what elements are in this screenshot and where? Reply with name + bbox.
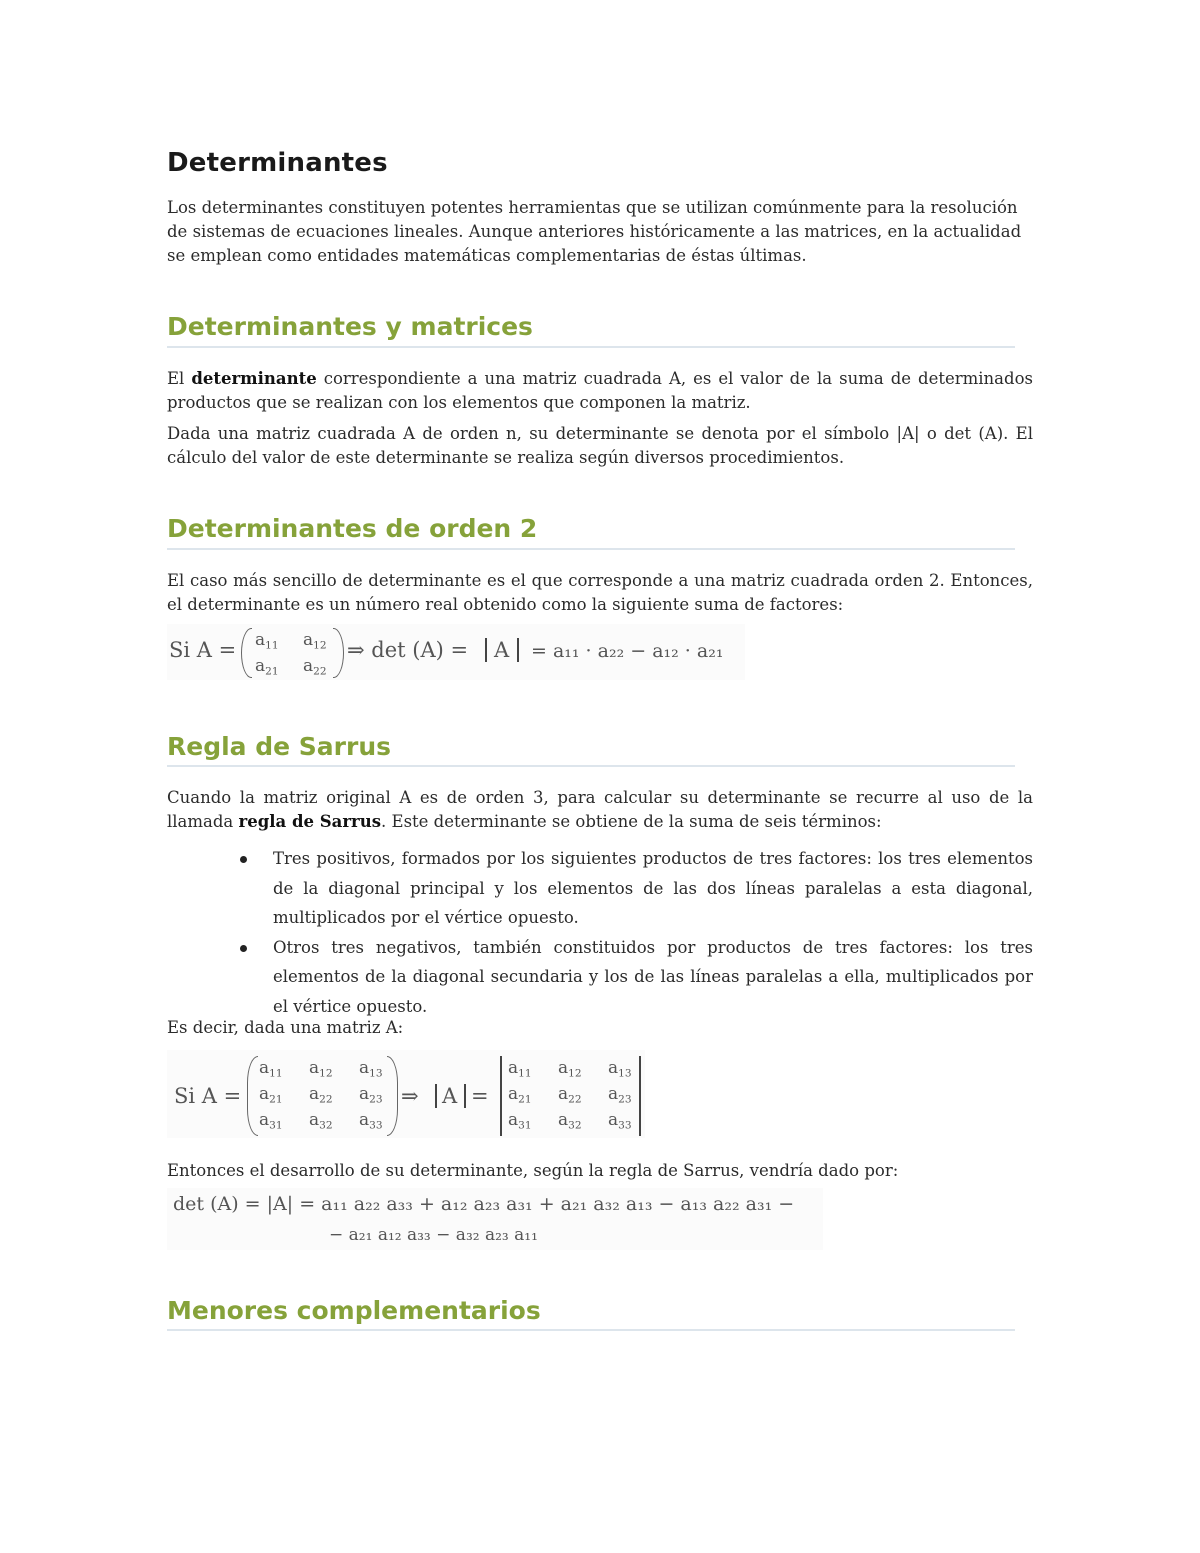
cell-subscript: 33 <box>618 1119 632 1132</box>
cell-subscript: 13 <box>369 1067 383 1080</box>
section-heading-matrices: Determinantes y matrices <box>167 312 533 341</box>
formula-rhs: = a₁₁ · a₂₂ − a₁₂ · a₂₁ <box>531 640 724 662</box>
intro-paragraph: Los determinantes constituyen potentes herramientas que se utilizan comúnmente para la resolución de sistemas de ecuaciones lineales. Aunque anteriores históricamente a las matrices, en la actualidad se emplean como entidades matemáticas complementarias de éstas últimas. <box>167 198 1022 265</box>
cell-letter: a <box>309 1084 320 1104</box>
abs-bar <box>517 638 519 662</box>
list-item <box>167 933 1033 1022</box>
paragraph-orden2: El caso más sencillo de determinante es el que corresponde a una matriz cuadrada orden 2. Entonces, el determinante es un número real obtenido como la siguiente suma de factores: <box>167 571 1033 614</box>
matrix-cell <box>508 1084 532 1106</box>
cell-letter: a <box>309 1058 320 1078</box>
bullet-list <box>167 844 1033 1021</box>
determinant-bar <box>639 1056 641 1136</box>
cell-subscript: 33 <box>369 1119 383 1132</box>
matrix-cell <box>255 656 279 678</box>
cell-letter: a <box>303 656 314 676</box>
page-title: Determinantes <box>167 148 388 178</box>
matrix-cell <box>259 1084 283 1106</box>
list-item-text: Otros tres negativos, también constituidos por productos de tres factores: los tres elementos de la diagonal secundaria y los de las líneas paralelas a ella, multiplicados por el vértice opuesto. <box>273 937 1033 1016</box>
cell-subscript: 23 <box>618 1093 632 1106</box>
cell-subscript: 12 <box>568 1067 582 1080</box>
cell-letter: a <box>508 1058 519 1078</box>
formula-abs-A: A <box>494 638 510 662</box>
cell-subscript: 13 <box>618 1067 632 1080</box>
cell-subscript: 11 <box>518 1067 532 1080</box>
cell-subscript: 31 <box>518 1119 532 1132</box>
paragraph-determinante-def <box>167 367 1033 415</box>
matrix-cell <box>508 1058 532 1080</box>
right-paren <box>333 628 344 678</box>
cell-subscript: 12 <box>319 1067 333 1080</box>
cell-subscript: 21 <box>269 1093 283 1106</box>
cell-subscript: 31 <box>269 1119 283 1132</box>
matrix-cell <box>303 630 327 652</box>
matrix-cell <box>508 1110 532 1132</box>
cell-subscript: 21 <box>265 665 279 678</box>
cell-letter: a <box>259 1084 270 1104</box>
section-rule <box>167 1329 1015 1331</box>
cell-letter: a <box>508 1110 519 1130</box>
formula-matrix3 <box>167 1050 645 1138</box>
cell-subscript: 11 <box>269 1067 283 1080</box>
text-run: El <box>167 369 192 388</box>
cell-letter: a <box>359 1110 370 1130</box>
cell-subscript: 12 <box>313 639 327 652</box>
cell-letter: a <box>558 1110 569 1130</box>
formula-abs-A: A <box>442 1084 458 1108</box>
matrix-cell <box>359 1058 383 1080</box>
left-paren <box>241 628 252 678</box>
formula-sarrus-expansion <box>167 1188 823 1250</box>
list-item <box>167 844 1033 933</box>
cell-subscript: 32 <box>319 1119 333 1132</box>
matrix-cell <box>309 1110 333 1132</box>
formula-orden2 <box>167 624 745 680</box>
abs-bar <box>464 1084 466 1108</box>
matrix-cell <box>558 1110 582 1132</box>
matrix-cell <box>309 1058 333 1080</box>
list-item-text: Tres positivos, formados por los siguientes productos de tres factores: los tres elementos de la diagonal principal y los elementos de las dos líneas paralelas a esta diagonal, multiplicados por el vértice opuesto. <box>273 849 1033 927</box>
section-heading-menores: Menores complementarios <box>167 1296 541 1325</box>
text-run: Cuando la matriz original A es de orden 3, para calcular su determinante se recurre al uso de la llamada <box>167 788 1033 831</box>
right-paren <box>387 1056 398 1136</box>
cell-letter: a <box>558 1058 569 1078</box>
matrix-cell <box>255 630 279 652</box>
text-run: . Este determinante se obtiene de la suma de seis términos: <box>381 812 882 831</box>
cell-letter: a <box>309 1110 320 1130</box>
paragraph-notation: Dada una matriz cuadrada A de orden n, su determinante se denota por el símbolo |A| o det (A). El cálculo del valor de este determinante se realiza según diversos procedimientos. <box>167 424 1033 467</box>
matrix-cell <box>359 1110 383 1132</box>
formula-implies: ⇒ det (A) = <box>347 638 469 662</box>
left-paren <box>247 1056 258 1136</box>
text-run: correspondiente a una matriz cuadrada A, es el valor de la suma de determinados productos que se realizan con los elementos que componen la matriz. <box>167 369 1033 412</box>
cell-letter: a <box>558 1084 569 1104</box>
abs-bar <box>435 1084 437 1108</box>
cell-subscript: 23 <box>369 1093 383 1106</box>
matrix-cell <box>359 1084 383 1106</box>
cell-subscript: 22 <box>319 1093 333 1106</box>
cell-letter: a <box>259 1110 270 1130</box>
matrix-cell <box>608 1058 632 1080</box>
cell-subscript: 32 <box>568 1119 582 1132</box>
formula-lhs: Si A = <box>169 638 237 662</box>
cell-subscript: 11 <box>265 639 279 652</box>
expansion-line-1: det (A) = |A| = a₁₁ a₂₂ a₃₃ + a₁₂ a₂₃ a₃₁ + a₂₁ a₃₂ a₁₃ − a₁₃ a₂₂ a₃₁ − <box>173 1193 795 1215</box>
cell-letter: a <box>259 1058 270 1078</box>
cell-letter: a <box>508 1084 519 1104</box>
formula-eq: = <box>471 1084 489 1108</box>
section-rule <box>167 765 1015 767</box>
section-rule <box>167 346 1015 348</box>
matrix-cell <box>558 1084 582 1106</box>
bold-term: regla de Sarrus <box>238 812 382 831</box>
matrix-cell <box>608 1084 632 1106</box>
matrix-cell <box>259 1110 283 1132</box>
cell-subscript: 22 <box>568 1093 582 1106</box>
matrix-cell <box>309 1084 333 1106</box>
paragraph-desarrollo: Entonces el desarrollo de su determinante, según la regla de Sarrus, vendría dado por: <box>167 1161 899 1180</box>
cell-letter: a <box>303 630 314 650</box>
paragraph-es-decir: Es decir, dada una matriz A: <box>167 1018 404 1037</box>
formula-implies: ⇒ <box>401 1084 419 1108</box>
matrix-cell <box>303 656 327 678</box>
cell-subscript: 21 <box>518 1093 532 1106</box>
bullet-icon <box>240 856 247 863</box>
matrix-cell <box>558 1058 582 1080</box>
bold-term: determinante <box>191 369 317 388</box>
matrix-cell <box>259 1058 283 1080</box>
matrix-cell <box>608 1110 632 1132</box>
cell-letter: a <box>359 1058 370 1078</box>
cell-letter: a <box>608 1058 619 1078</box>
abs-bar <box>485 638 487 662</box>
section-rule <box>167 548 1015 550</box>
cell-letter: a <box>255 656 266 676</box>
formula-lhs: Si A = <box>174 1084 242 1108</box>
expansion-line-2: − a₂₁ a₁₂ a₃₃ − a₃₂ a₂₃ a₁₁ <box>329 1225 538 1245</box>
section-heading-sarrus: Regla de Sarrus <box>167 732 392 761</box>
bullet-icon <box>240 945 247 952</box>
determinant-bar <box>500 1056 502 1136</box>
cell-letter: a <box>608 1110 619 1130</box>
cell-letter: a <box>359 1084 370 1104</box>
paragraph-sarrus-intro <box>167 786 1033 834</box>
cell-letter: a <box>608 1084 619 1104</box>
cell-letter: a <box>255 630 266 650</box>
cell-subscript: 22 <box>313 665 327 678</box>
section-heading-orden2: Determinantes de orden 2 <box>167 514 538 543</box>
